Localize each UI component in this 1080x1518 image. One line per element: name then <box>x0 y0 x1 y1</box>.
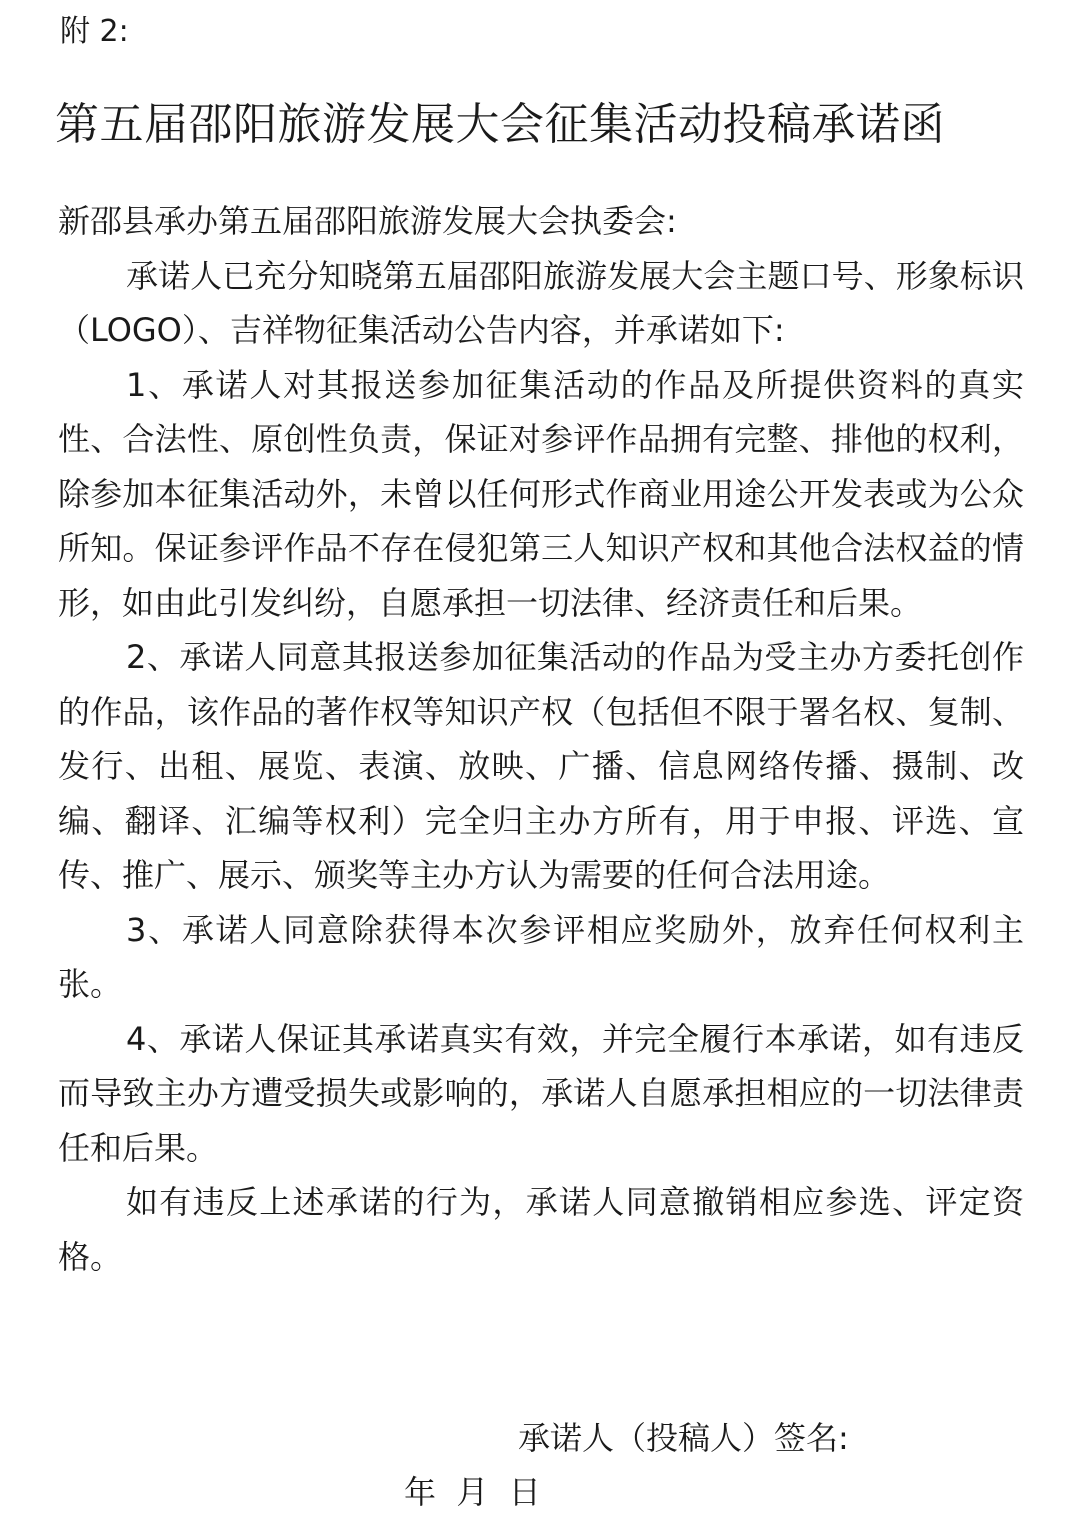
letter-body <box>58 194 1024 1284</box>
closing-paragraph: 如有违反上述承诺的行为，承诺人同意撤销相应参选、评定资格。 <box>58 1183 1024 1276</box>
clause-3: 3、承诺人同意除获得本次参评相应奖励外，放弃任何权利主张。 <box>58 910 1024 1003</box>
document-title: 第五届邵阳旅游发展大会征集活动投稿承诺函 <box>55 99 945 150</box>
addressee: 新邵县承办第五届邵阳旅游发展大会执委会: <box>58 202 677 240</box>
clause-1: 1、承诺人对其报送参加征集活动的作品及所提供资料的真实性、合法性、原创性负责，保证对参评作品拥有完整、排他的权利，除参加本征集活动外，未曾以任何形式作商业用途公开发表或为公众所知。保证参评作品不存在侵犯第三人知识产权和其他合法权益的情形，如由此引发纠纷，自愿承担一切法律、经济责任和后果。 <box>58 365 1024 622</box>
date-line: 年 月 日 <box>404 1473 541 1511</box>
intro-paragraph: 承诺人已充分知晓第五届邵阳旅游发展大会主题口号、形象标识（LOGO）、吉祥物征集活动公告内容，并承诺如下: <box>58 256 1024 349</box>
attachment-label: 附 2: <box>60 14 129 49</box>
clause-2: 2、承诺人同意其报送参加征集活动的作品为受主办方委托创作的作品，该作品的著作权等知识产权（包括但不限于署名权、复制、发行、出租、展览、表演、放映、广播、信息网络传播、摄制、改编、翻译、汇编等权利）完全归主办方所有，用于申报、评选、宣传、推广、展示、颁奖等主办方认为需要的任何合法用途。 <box>58 638 1024 894</box>
signature-label: 承诺人（投稿人）签名: <box>518 1419 849 1457</box>
clause-4: 4、承诺人保证其承诺真实有效，并完全履行本承诺，如有违反而导致主办方遭受损失或影响的，承诺人自愿承担相应的一切法律责任和后果。 <box>58 1019 1024 1167</box>
